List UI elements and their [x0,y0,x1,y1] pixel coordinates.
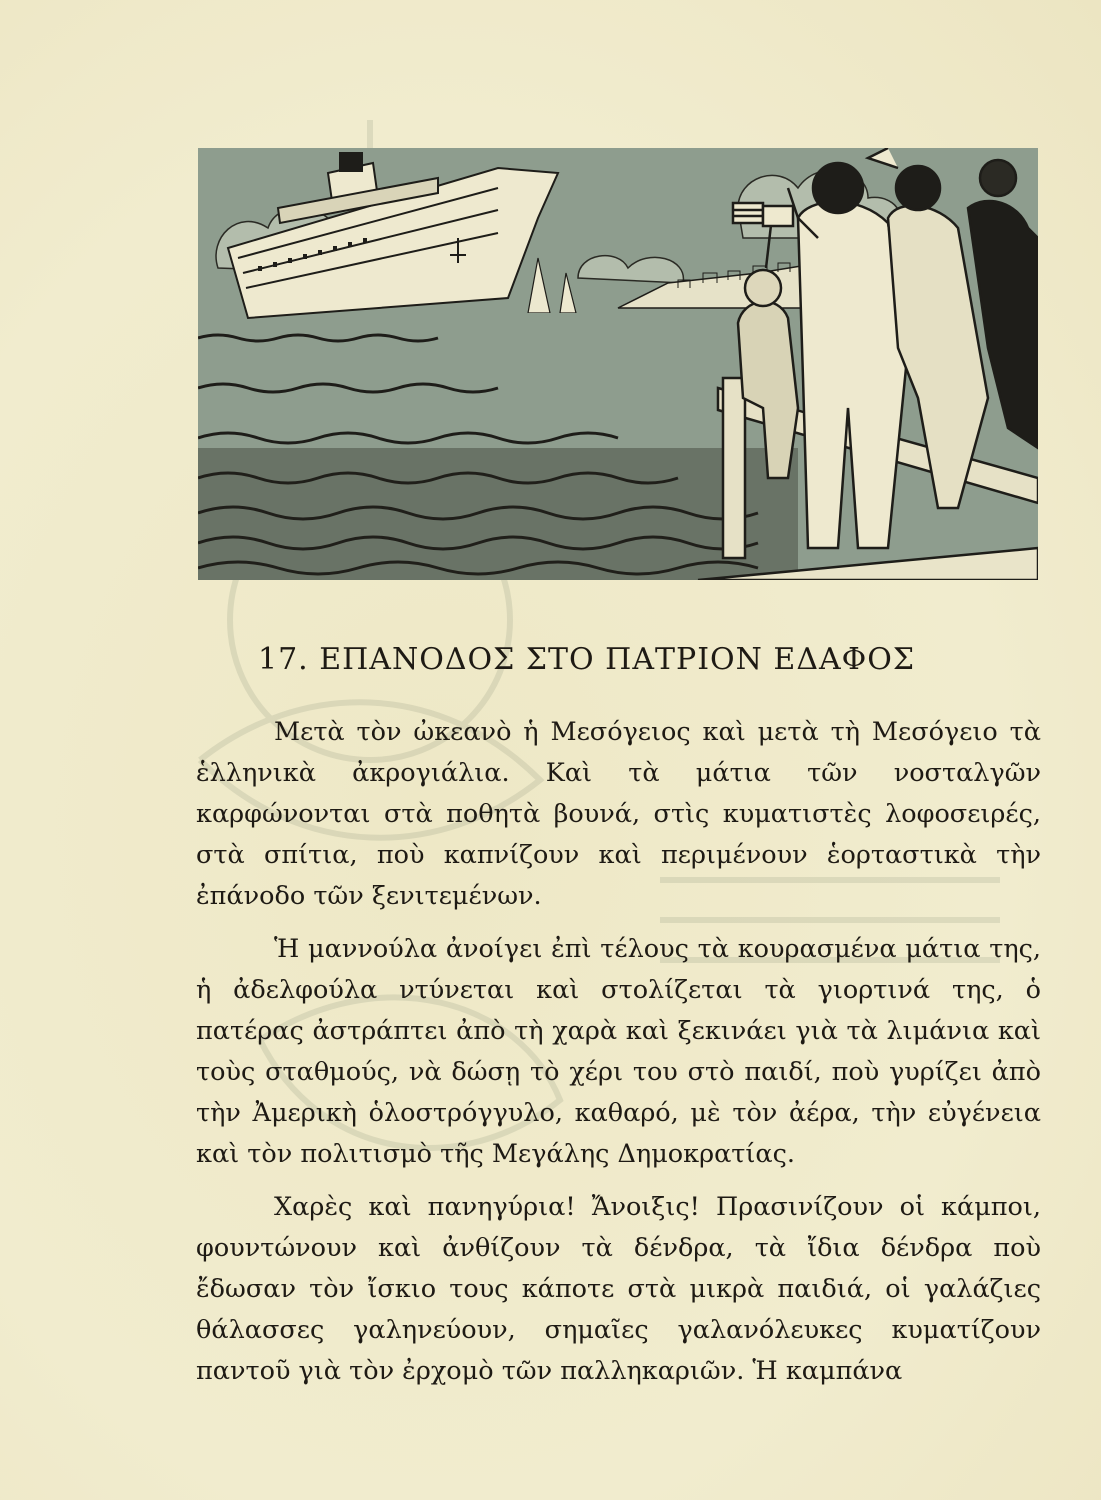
chapter-text [196,712,1041,1404]
ship-harbor-scene [198,148,1038,580]
paragraph: Μετὰ τὸν ὠκεανὸ ἡ Μεσόγειος καὶ μετὰ τὴ Μεσόγειο τὰ ἑλληνικὰ ἀκρογιάλια. Καὶ τὰ μάτια τῶν νοσταλγῶν καρφώνονται στὰ ποθητὰ βουνά, στὶς κυματιστὲς λοφοσειρές, στὰ σπίτια, ποὺ καπνίζουν καὶ περιμένουν ἑορταστικὰ τὴν ἐπάνοδο τῶν ξενιτεμένων. [196,717,1041,911]
paragraph: Ἡ μαννούλα ἀνοίγει ἐπὶ τέλους τὰ κουρασμένα μάτια της, ἡ ἀδελφούλα ντύνεται καὶ στολίζεται τὰ γιορτινά της, ὁ πατέρας ἀστράπτει ἀπὸ τὴ χαρὰ καὶ ξεκινάει γιὰ τὰ λιμάνια καὶ τοὺς σταθμούς, νὰ δώσῃ τὸ χέρι του στὸ παιδί, ποὺ γυρίζει ἀπὸ τὴν Ἀμερικὴ ὁλοστρόγγυλο, καθαρό, μὲ τὸν ἀέρα, τὴν εὐγένεια καὶ τὸν πολιτισμὸ τῆς Μεγάλης Δημοκρατίας. [196,934,1041,1169]
chapter-illustration [198,148,1038,580]
paragraph: Χαρὲς καὶ πανηγύρια! Ἄνοιξις! Πρασινίζουν οἱ κάμποι, φουντώνουν καὶ ἀνθίζουν τὰ δένδρα, τὰ ἴδια δένδρα ποὺ ἔδωσαν τὸν ἴσκιο τους κάποτε στὰ μικρὰ παιδιά, οἱ γαλάζιες θάλασσες γαληνεύουν, σημαῖες γαλανόλευκες κυματίζουν παντοῦ γιὰ τὸν ἐρχομὸ τῶν παλληκαριῶν. Ἡ καμπάνα [196,1192,1041,1386]
chapter-title: 17. ΕΠΑΝΟΔΟΣ ΣΤΟ ΠΑΤΡΙΟΝ ΕΔΑΦΟΣ [258,642,916,677]
